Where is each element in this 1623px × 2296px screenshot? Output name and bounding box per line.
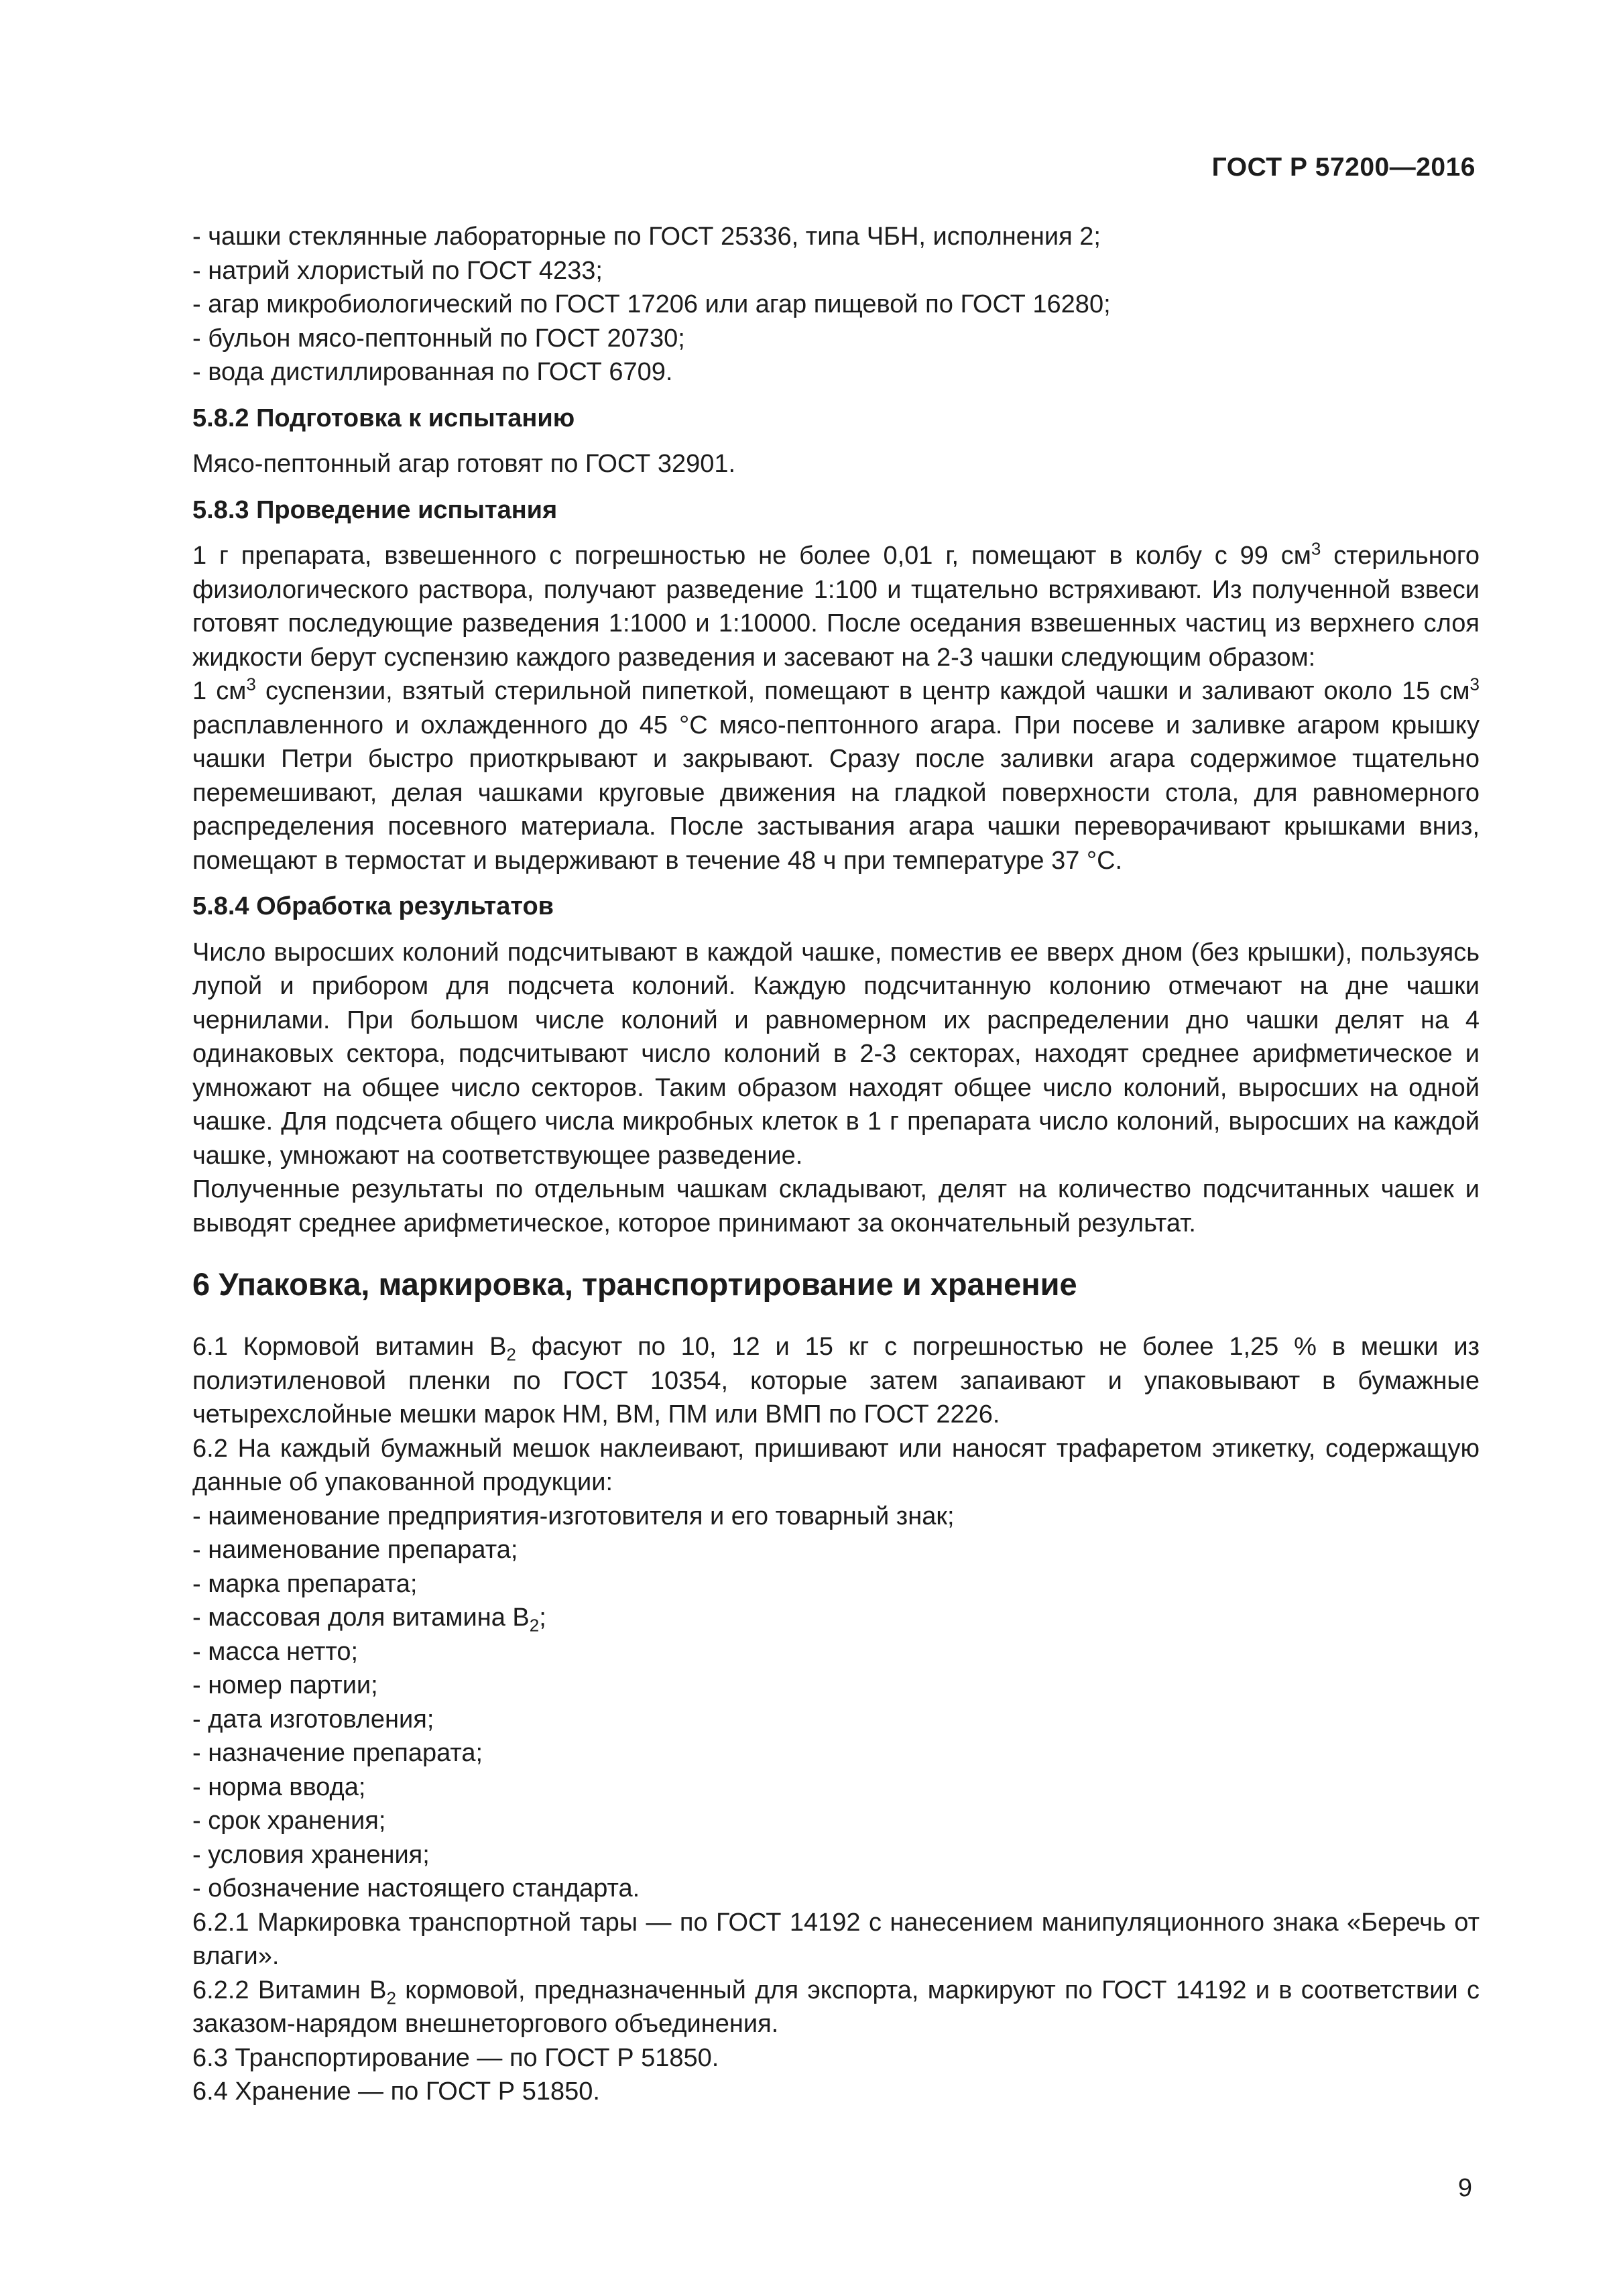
list-item: - срок хранения; bbox=[192, 1807, 386, 1835]
text-run: 6.1 Кормовой витамин В bbox=[192, 1333, 507, 1361]
superscript: 3 bbox=[1469, 674, 1480, 694]
list-item: - масса нетто; bbox=[192, 1637, 359, 1666]
text-run: фасуют по 10, 12 и 15 кг с погрешностью не более 1,25 % в мешки из полиэтиленовой пленки по ГОСТ 10354, которые затем запаивают и упаковывают в бумажные четырехслойные мешки марок НМ, ВМ, ПМ или ВМП по ГОСТ 2226. bbox=[192, 1333, 1480, 1429]
text-run: стерильного физиологического раствора, получают разведение 1:100 и тщательно встряхивают. Из полученной взвеси готовят последующие разведения 1:1000 и 1:10000. После оседания взвешенных частиц из верхнего слоя жидкости берут суспензию каждого разведения и засевают на 2-3 чашки следующим образом: bbox=[192, 542, 1480, 672]
section-5-8-3-paragraph-2 bbox=[192, 674, 1480, 878]
list-item: - наименование препарата; bbox=[192, 1536, 518, 1564]
list-item: - назначение препарата; bbox=[192, 1739, 483, 1767]
section-5-8-4-paragraph-2: Полученные результаты по отдельным чашкам складывают, делят на количество подсчитанных чашек и выводят среднее арифметическое, которое принимают за окончательный результат. bbox=[192, 1175, 1480, 1237]
list-item: - номер партии; bbox=[192, 1671, 378, 1699]
list-item bbox=[192, 1601, 1480, 1635]
document-header: ГОСТ Р 57200—2016 bbox=[1211, 153, 1476, 182]
section-6-1-paragraph bbox=[192, 1330, 1480, 1432]
subscript: 2 bbox=[529, 1615, 540, 1636]
document-body bbox=[192, 220, 1480, 2109]
subscript: 2 bbox=[386, 1988, 396, 2008]
list-item: - норма ввода; bbox=[192, 1772, 366, 1801]
text-run: 1 см bbox=[192, 677, 247, 705]
list-item: - бульон мясо-пептонный по ГОСТ 20730; bbox=[192, 324, 685, 353]
list-item: - марка препарата; bbox=[192, 1569, 418, 1598]
section-6-2-2-paragraph bbox=[192, 1974, 1480, 2041]
section-6-3-paragraph: 6.3 Транспортирование — по ГОСТ Р 51850. bbox=[192, 2043, 719, 2072]
list-item: - дата изготовления; bbox=[192, 1705, 434, 1734]
superscript: 3 bbox=[246, 674, 256, 694]
section-6-4-paragraph: 6.4 Хранение — по ГОСТ Р 51850. bbox=[192, 2077, 600, 2106]
section-5-8-4-paragraph-1: Число выросших колоний подсчитывают в каждой чашке, поместив ее вверх дном (без крышки), пользуясь лупой и прибором для подсчета колоний. Каждую подсчитанную колонию отмечают на дне чашки чернилами. При большом числе колоний и равномерном их распределении дно чашки делят на 4 одинаковых сектора, подсчитывают число колоний в 2-3 секторах, находят среднее арифметическое и умножают на общее число секторов. Таким образом находят общее число колоний, выросших на одной чашке. Для подсчета общего числа микробных клеток в 1 г препарата число колоний, выросших на каждой чашке, умножают на соответствующее разведение. bbox=[192, 938, 1480, 1170]
section-5-8-2-heading: 5.8.2 Подготовка к испытанию bbox=[192, 404, 575, 432]
list-item: - обозначение настоящего стандарта. bbox=[192, 1874, 640, 1902]
list-item: - натрий хлористый по ГОСТ 4233; bbox=[192, 256, 603, 285]
list-item: - агар микробиологический по ГОСТ 17206 или агар пищевой по ГОСТ 16280; bbox=[192, 290, 1111, 318]
list-item: - чашки стеклянные лабораторные по ГОСТ 25336, типа ЧБН, исполнения 2; bbox=[192, 223, 1101, 251]
text-run: 1 г препарата, взвешенного с погрешностью не более 0,01 г, помещают в колбу с 99 см bbox=[192, 542, 1311, 570]
text-run: 6.2.2 Витамин В bbox=[192, 1976, 387, 2004]
text-run: расплавленного и охлажденного до 45 °С мясо-пептонного агара. При посеве и заливке агаром крышку чашки Петри быстро приоткрывают и закрывают. Сразу после заливки агара содержимое тщательно перемешивают, делая чашками круговые движения на гладкой поверхности стола, для равномерного распределения посевного материала. После застывания агара чашки переворачивают крышками вниз, помещают в термостат и выдерживают в течение 48 ч при температуре 37 °С. bbox=[192, 711, 1480, 875]
list-item: - вода дистиллированная по ГОСТ 6709. bbox=[192, 358, 673, 386]
section-5-8-3-heading: 5.8.3 Проведение испытания bbox=[192, 495, 558, 524]
section-5-8-2-text: Мясо-пептонный агар готовят по ГОСТ 32901. bbox=[192, 450, 736, 478]
page-number: 9 bbox=[1457, 2174, 1472, 2202]
list-item: - наименование предприятия-изготовителя и его товарный знак; bbox=[192, 1502, 955, 1530]
section-6-heading: 6 Упаковка, маркировка, транспортирование и хранение bbox=[192, 1266, 1077, 1302]
list-item: - условия хранения; bbox=[192, 1840, 430, 1869]
section-6-2-1-paragraph: 6.2.1 Маркировка транспортной тары — по ГОСТ 14192 с нанесением манипуляционного знака «Беречь от влаги». bbox=[192, 1908, 1480, 1970]
subscript: 2 bbox=[506, 1344, 516, 1365]
text-run: - массовая доля витамина В bbox=[192, 1604, 530, 1632]
section-6-2-paragraph: 6.2 На каждый бумажный мешок наклеивают, пришивают или наносят трафаретом этикетку, содержащую данные об упакованной продукции: bbox=[192, 1434, 1480, 1496]
text-run: кормовой, предназначенный для экспорта, маркируют по ГОСТ 14192 и в соответствии с заказом-нарядом внешнеторгового объединения. bbox=[192, 1976, 1480, 2038]
label-contents-list bbox=[192, 1500, 1480, 1906]
text-run: суспензии, взятый стерильной пипеткой, помещают в центр каждой чашки и заливают около 15 см bbox=[255, 677, 1470, 705]
superscript: 3 bbox=[1311, 538, 1321, 559]
materials-list bbox=[192, 220, 1480, 389]
text-run: ; bbox=[539, 1604, 546, 1632]
section-5-8-4-heading: 5.8.4 Обработка результатов bbox=[192, 892, 554, 920]
section-5-8-3-paragraph-1 bbox=[192, 539, 1480, 674]
